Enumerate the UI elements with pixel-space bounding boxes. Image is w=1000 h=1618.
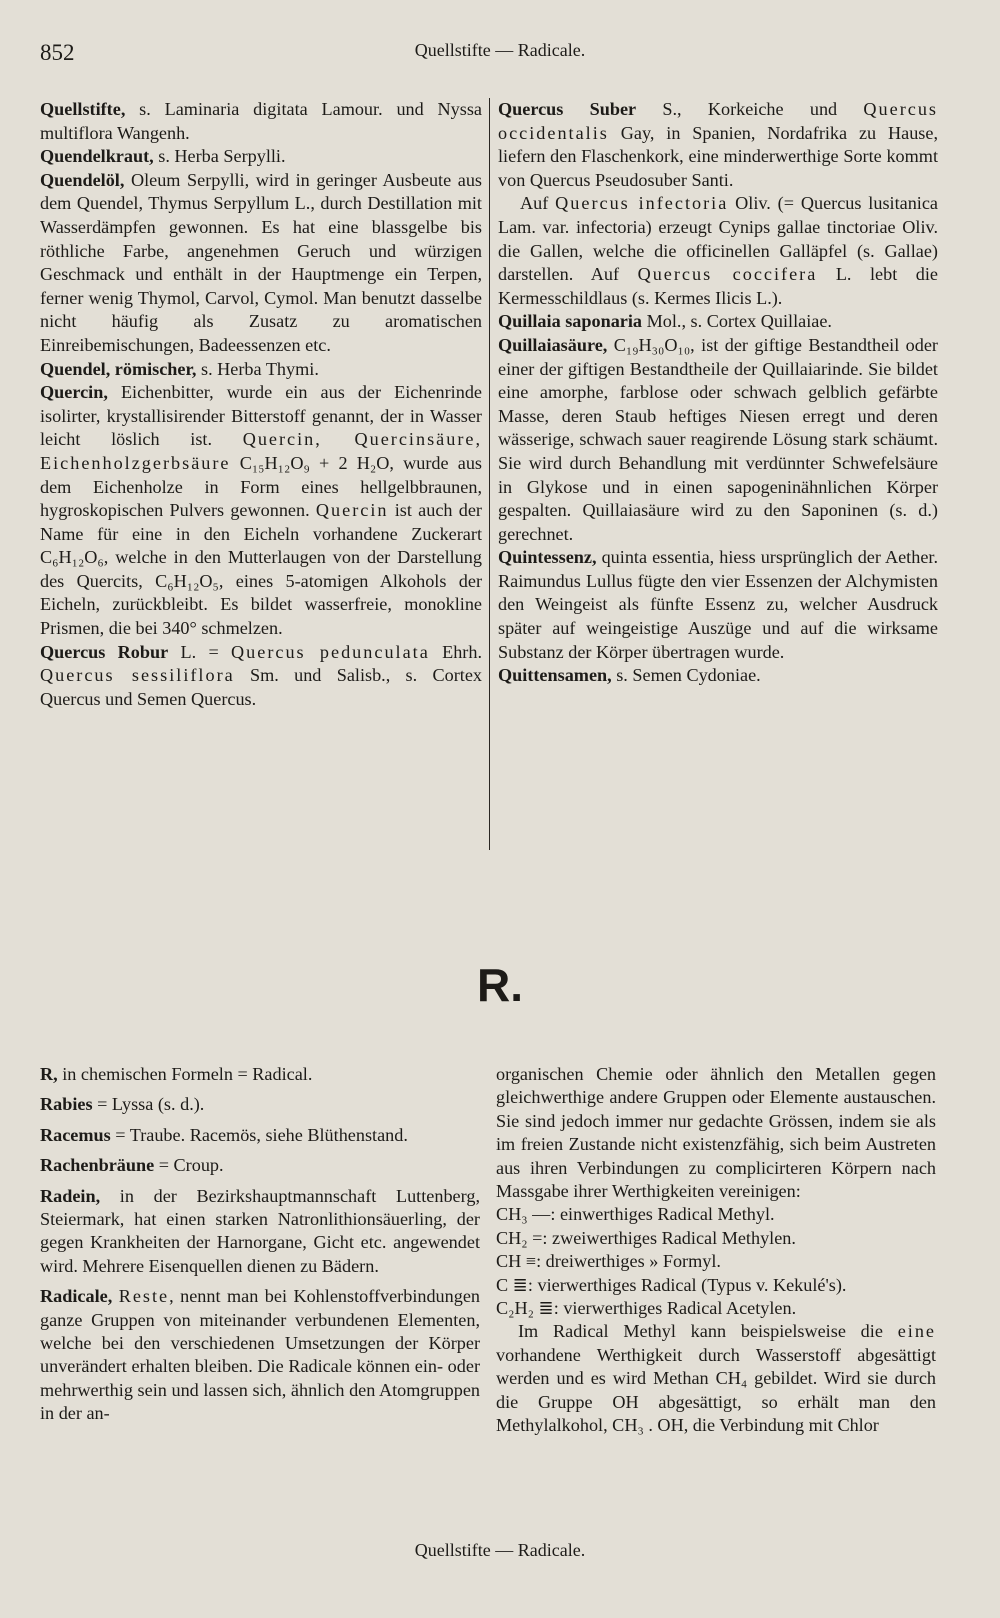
entry-quercus-suber: Quercus Suber S., Korkeiche und Quercus occidentalis Gay, in Spanien, Nordafrika zu Hause, liefern den Flaschenkork, eine minderwerthige Sorte kommt von Quercus Pseudosuber Santi. [498, 99, 939, 190]
entry-quintessenz: Quintessenz, quinta essentia, hiess ursprünglich der Aether. Raimundus Lullus fügte den vier Essenzen der Alchymisten den Weingeist als fünfte Essenz zu, welcher Ausdruck später auf weingeistige Auszüge und auf die wirksame Substanz der Körper übertragen wurde. [498, 547, 938, 662]
entry-quillaia-saponaria: Quillaia saponaria Mol., s. Cortex Quillaiae. [498, 311, 832, 332]
entry-quendeloel: Quendelöl, Oleum Serpylli, wird in geringer Ausbeute aus dem Quendel, Thymus Serpyllum L., durch Destillation mit Wasserdämpfen gewonnen. Es hat eine blassgelbe bis röthliche Farbe, angenehmen Geruch und würzigen Geschmack und enthält in der Hauptmenge ein Terpen, ferner wenig Thymol, Carvol, Cymol. Man benutzt dasselbe nicht häufig als Zusatz zu aromatischen Einreibemischungen, Badeessenzen etc. [40, 169, 482, 355]
entry-quercin: Quercin, Eichenbitter, wurde ein aus der Eichenrinde isolirter, krystallisirender Bitterstoff genannt, der in Wasser leicht löslich ist. Quercin, Quercinsäure, Eichenholzgerbsäure C₁₅H₁₂O₉ + 2 H₂O, wurde aus dem Eichenholze in Form eines hellgelbbraunen, hygroskopischen Pulvers gewonnen. Quercin ist auch der Name für eine in den Eicheln vorhandene Zuckerart C₆H₁₂O₆, welche in den Mutterlaugen von der Darstellung des Quercits, C₆H₁₂O₅, eines 5-atomigen Alkohols der Eicheln, zurückbleibt. Es bildet wasserfreie, monokline Prismen, die bei 340° schmelzen. [40, 382, 482, 639]
entry-quittensamen: Quittensamen, s. Semen Cydoniae. [498, 665, 761, 686]
paragraph-methyl-example: Im Radical Methyl kann beispielsweise die eine vorhandene Werthigkeit durch Wasserstoff abgesättigt werden und es wird Methan CH₄ gebildet. Wird sie durch die Gruppe OH abgesättigt, so erhält man den Methylalkohol, CH₃ . OH, die Verbindung mit Chlor [496, 1321, 936, 1436]
column-left-top [40, 98, 482, 711]
section-heading: R. [477, 959, 523, 1011]
footer-running-title: Quellstifte — Radicale. [414, 1540, 586, 1560]
entry-radein: Radein, in der Bezirkshauptmannschaft Luttenberg, Steiermark, hat einen starken Natronlithionsäuerling, der gegen Krankheiten der Harnorgane, Gicht etc. angewendet wird. Mehrere Eisenquellen dienen zu Bädern. [40, 1185, 480, 1276]
entry-r: R, in chemischen Formeln = Radical. [40, 1064, 313, 1084]
column-divider [489, 98, 490, 850]
entry-quillaiasaeure: Quillaiasäure, C₁₉H₃₀O₁₀, ist der giftige Bestandtheil oder einer der giftigen Bestandtheile der Quillaiarinde. Sie bildet eine amorphe, farblose oder schwach gelblich gefärbte Masse, deren Staub heftiges Niesen erregt und deren wässerige, schwach sauer reagirende Lösung stark schäumt. Sie wird durch Behandlung mit verdünnter Schwefelsäure in Glykose und in einen sapogeninähnlichen Körper gespalten. Quillaiasäure wird zu den Saponinen (s. d.) gerechnet. [498, 334, 938, 544]
entry-quercus-robur: Quercus Robur L. = Quercus pedunculata Ehrh. Quercus sessiliflora Sm. und Salisb., s. Cortex Quercus und Semen Quercus. [40, 641, 483, 709]
entry-racemus: Racemus = Traube. Racemös, siehe Blüthenstand. [40, 1124, 408, 1145]
column-right-top [498, 98, 938, 688]
formula-acetylen: C₂H₂ ≣: vierwerthiges Radical Acetylen. [496, 1298, 797, 1319]
formula-formyl: CH ≡: dreiwerthiges » Formyl. [496, 1251, 721, 1272]
paragraph-radicale-cont: organischen Chemie oder ähnlich den Metallen gegen gleichwerthige andere Gruppen oder Elemente austauschen. Sie sind jedoch immer nur gedachte Grössen, indem sie als im freien Zustande nicht existenzfähig, sich beim Austreten aus ihren Verbindungen zu complicirteren Körpern nach Massgabe ihrer Werthigkeiten vereinigen: [496, 1064, 936, 1202]
formula-kekule: C ≣: vierwerthiges Radical (Typus v. Kekulé's). [496, 1274, 847, 1295]
column-left-bottom [40, 1063, 480, 1433]
formula-methyl: CH₃ —: einwerthiges Radical Methyl. [496, 1204, 775, 1225]
entry-radicale: Radicale, Reste, nennt man bei Kohlenstoffverbindungen ganze Gruppen von miteinander verbundenen Elementen, welche bei den verschiedenen Umsetzungen der Körper unverändert erhalten bleiben. Die Radicale können ein- oder mehrwerthig sein und lassen sich, ähnlich den Atomgruppen in der an- [40, 1286, 481, 1424]
entry-quendel-roemischer: Quendel, römischer, s. Herba Thymi. [40, 358, 319, 379]
entry-rachenbraeune: Rachenbräune = Croup. [40, 1155, 224, 1176]
entry-quendelkraut: Quendelkraut, s. Herba Serpylli. [40, 146, 286, 167]
entry-quellstifte: Quellstifte, s. Laminaria digitata Lamour. und Nyssa multiflora Wangenh. [40, 99, 482, 143]
running-head: Quellstifte — Radicale. [414, 40, 586, 60]
column-right-bottom [496, 1063, 936, 1438]
entry-rabies: Rabies = Lyssa (s. d.). [40, 1094, 205, 1115]
paragraph-quercus-infectoria: Auf Quercus infectoria Oliv. (= Quercus lusitanica Lam. var. infectoria) erzeugt Cynips gallae tinctoriae Oliv. die Gallen, welche die officinellen Galläpfel (s. Gallae) darstellen. Auf Quercus coccifera L. lebt die Kermesschildlaus (s. Kermes Ilicis L.). [498, 193, 938, 308]
page-number: 852 [40, 40, 75, 65]
formula-methylen: CH₂ =: zweiwerthiges Radical Methylen. [496, 1227, 796, 1248]
